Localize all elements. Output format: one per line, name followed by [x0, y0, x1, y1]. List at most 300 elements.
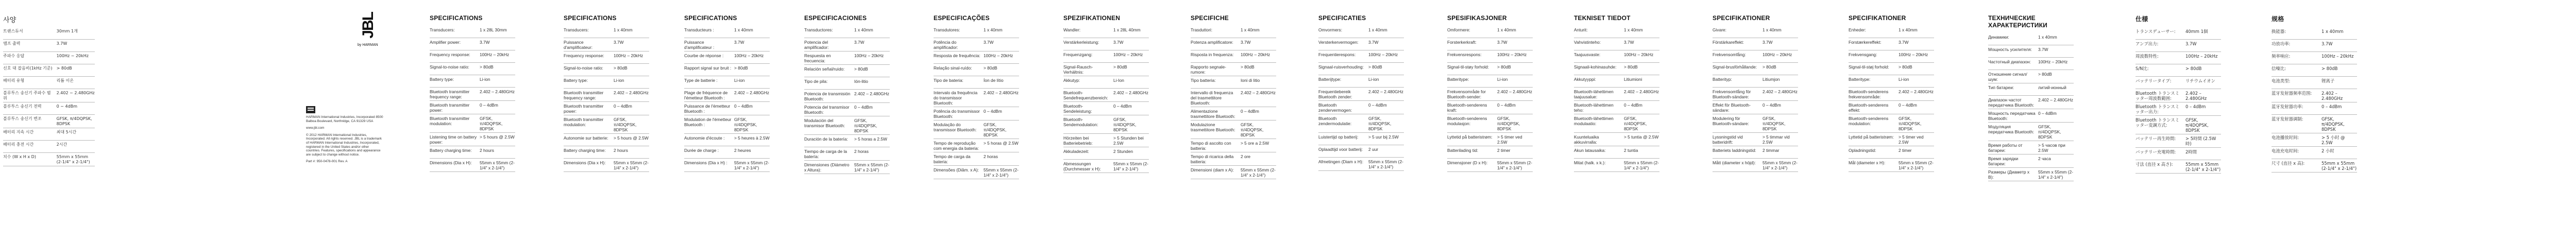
spec-label: 尺寸 (直径 x 高):: [2272, 161, 2305, 166]
spec-label: Время зарядки батареи:: [1988, 156, 2019, 166]
spec-value: 2 timer: [1497, 148, 1511, 153]
spec-label: Modulation de l'émetteur Bluetooth :: [684, 117, 732, 127]
spec-label: 电池播放时间:: [2272, 135, 2299, 140]
spec-label: Type de batterie :: [684, 78, 718, 83]
spec-row: [1318, 114, 1404, 133]
spec-row: [2272, 89, 2357, 102]
spec-value: 0 – 4dBm: [854, 105, 873, 110]
spec-label: Battery type:: [564, 78, 588, 83]
spec-row: [1063, 50, 1149, 63]
spec-row: [564, 76, 649, 89]
spec-value: 2.402 – 2.480GHz: [2038, 97, 2073, 102]
spec-label: 배터리 지속 시간: [3, 130, 34, 134]
spec-row: [1191, 63, 1276, 76]
spec-panel-norwegian: [1444, 0, 1536, 241]
spec-panel-japanese: [2132, 0, 2224, 241]
spec-value: 0 – 4dBm: [1762, 102, 1781, 108]
spec-label: Тип батареи:: [1988, 85, 2014, 90]
spec-title: 사양: [3, 16, 16, 24]
spec-row: [684, 38, 770, 51]
spec-label: 블루투스 송신기 변조: [3, 116, 42, 121]
spec-value: 1 x 40mm: [1240, 27, 1260, 32]
spec-row: [684, 102, 770, 115]
spec-title: ESPECIFICAÇÕES: [934, 14, 990, 22]
spec-value: 100Hz – 20kHz: [854, 53, 884, 58]
spec-label: Отношение сигнал/шум:: [1988, 72, 2027, 82]
spec-row: [1988, 45, 2074, 58]
spec-value: 리튬 이온: [56, 78, 74, 83]
spec-label: Bluetooth トランスミッター周波数範囲:: [2136, 91, 2179, 101]
spec-label: Tempo di ricarica della batteria:: [1191, 154, 1234, 164]
spec-row: [1713, 38, 1798, 50]
spec-value: 2 hours: [613, 148, 628, 153]
spec-value: 1 x 40mm: [734, 27, 753, 32]
spec-label: Mitat (halk. x k.):: [1574, 160, 1606, 165]
spec-row: [934, 51, 1019, 64]
spec-label: Frequency response:: [430, 52, 470, 57]
spec-value: > 5 horas @ 2.5W: [983, 141, 1019, 146]
spec-row: [1318, 145, 1404, 158]
spec-row: [2272, 77, 2357, 89]
copyright-notice: © 2012 HARMAN International Industries, Incorporated. All rights reserved. JBL is a trademark of HARMAN International Industries, Incorporated, registered in the United States and/or other countries. Features, specifications and appearance are subject to change without notice.: [306, 133, 382, 157]
spec-value: 55mm x 55mm (2-1/4" x 2-1/4"): [1113, 161, 1148, 171]
spec-row: [1574, 50, 1659, 63]
spec-row: [430, 159, 515, 172]
spec-label: S/N比:: [2136, 66, 2149, 71]
spec-row: [3, 102, 95, 115]
spec-label: Autonomie sur batterie:: [564, 135, 608, 141]
spec-value: 100Hz ~ 20kHz: [56, 54, 89, 58]
spec-panel-danish: [1845, 0, 1937, 241]
spec-value: GFSK, π/4DQPSK, 8DPSK: [983, 122, 1007, 137]
spec-label: Bluetooth zendervermogen:: [1318, 102, 1352, 113]
spec-row: [934, 107, 1019, 120]
spec-value: 2.402 – 2.480GHz: [734, 90, 769, 95]
spec-value: GFSK, π/4DQPSK, 8DPSK: [1623, 116, 1647, 131]
spec-value: 0 – 4dBm: [1240, 109, 1259, 114]
spec-row: [1574, 63, 1659, 75]
spec-row: [934, 89, 1019, 107]
spec-value: > 80dB: [734, 65, 748, 71]
spec-value: 0 – 4dBm: [613, 104, 632, 109]
spec-value: > 80dB: [1898, 64, 1912, 70]
spec-panel-chinese: [2268, 0, 2360, 241]
spec-label: Mål (diameter x H):: [1849, 160, 1886, 165]
spec-label: 신호 대 잡음비(1kHz 기준): [3, 66, 53, 71]
spec-row: [2136, 148, 2221, 160]
spec-value: GFSK, π/4DQPSK, 8DPSK: [479, 116, 503, 131]
spec-label: Transductores:: [804, 27, 833, 32]
spec-row: [1849, 114, 1934, 133]
spec-label: Verstärkerleistung:: [1063, 40, 1099, 45]
spec-row: [2136, 116, 2221, 134]
spec-value: 55mm x 55mm (2-1/4" x 2-1/4"): [983, 167, 1019, 178]
spec-value: Litiumjon: [1762, 77, 1780, 82]
spec-value: > 80dB: [1368, 64, 1382, 70]
spec-value: GFSK, π/4DQPSK, 8DPSK: [1368, 116, 1392, 131]
spec-row: [430, 133, 515, 146]
spec-label: Akkuladezeit:: [1063, 149, 1089, 154]
spec-row: [1191, 120, 1276, 139]
spec-label: 换能器:: [2272, 29, 2286, 34]
spec-value: 2.402 ~ 2.480GHz: [56, 91, 95, 95]
spec-value: 55mm x 55mm (2-1/4" x 2-1/4"): [613, 160, 649, 170]
spec-value: 1 x 40mm: [983, 27, 1003, 32]
spec-value: Li-ion: [1368, 77, 1379, 82]
spec-value: Ión-litio: [854, 79, 868, 84]
spec-value: > 5 hours @ 2.5W: [613, 135, 649, 141]
spec-label: Signal-brusförhållande:: [1713, 64, 1757, 70]
spec-label: Bluetooth-lähettimen teho:: [1574, 102, 1614, 113]
spec-label: Batteritype:: [1849, 77, 1871, 82]
spec-value: 1 x 40mm: [1497, 27, 1516, 32]
spec-label: Vahvistinteho:: [1574, 40, 1601, 45]
spec-row: [1191, 152, 1276, 166]
spec-label: Bluetooth transmitter modulation:: [564, 117, 604, 127]
spec-label: Puissance d'amplificateur:: [564, 40, 593, 50]
spec-row: [1713, 101, 1798, 114]
spec-row: [3, 40, 95, 52]
spec-row: [1318, 88, 1404, 101]
spec-row: [564, 51, 649, 64]
spec-row: [1988, 123, 2074, 141]
spec-panel-english: [427, 0, 518, 241]
spec-row: [430, 26, 515, 38]
spec-title: 仕様: [2136, 15, 2148, 23]
spec-value: GFSK, π/4DQPSK, 8DPSK: [1113, 117, 1137, 132]
spec-value: リチウムイオン: [2185, 78, 2215, 83]
spec-label: Amplifier power:: [430, 40, 461, 45]
spec-label: Transducteurs :: [684, 27, 714, 32]
spec-label: Signal-til-støj forhold:: [1849, 64, 1889, 70]
spec-label: Tempo di ascolto con batteria:: [1191, 141, 1231, 151]
spec-label: Battery type:: [430, 77, 454, 82]
spec-value: 1 x 40mm: [613, 27, 633, 32]
spec-value: 0 – 4dBm: [1898, 102, 1917, 108]
spec-value: Li-ion: [1497, 77, 1508, 82]
harman-legal-block: [306, 106, 383, 167]
spec-label: Intervalo da frequência do transmissor Bluetooth:: [934, 90, 978, 106]
spec-row: [684, 146, 770, 159]
spec-value: 55mm x 55mm (2-1/4" x 2-1/4"): [1368, 159, 1403, 169]
spec-row: [1849, 50, 1934, 63]
spec-panel-french: [681, 0, 773, 241]
spec-row: [2136, 77, 2221, 89]
spec-value: 2.402 – 2.480GHz: [1240, 90, 1276, 95]
spec-row: [1849, 101, 1934, 114]
spec-row: [934, 76, 1019, 89]
spec-label: 블루투스 송신기 주파수 범위: [3, 91, 51, 100]
spec-row: [2136, 40, 2221, 52]
spec-row: [1447, 146, 1533, 159]
spec-label: Frequenzgang:: [1063, 52, 1093, 57]
spec-row: [1447, 50, 1533, 63]
spec-row: [1849, 146, 1934, 159]
spec-label: Battery charging time:: [564, 148, 606, 153]
jbl-logo: [358, 12, 378, 57]
spec-row: [430, 50, 515, 63]
spec-row: [1713, 159, 1798, 172]
spec-row: [2136, 52, 2221, 64]
spec-value: > 80dB: [479, 64, 494, 70]
spec-row: [1063, 26, 1149, 38]
spec-label: Risposta in frequenza:: [1191, 52, 1234, 57]
spec-value: 0 – 4dBm: [1623, 102, 1642, 108]
spec-label: Bluetooth-Sendemodulation:: [1063, 117, 1098, 127]
spec-label: Förstärkareffekt:: [1713, 40, 1744, 45]
spec-label: Frequentiebereik Bluetooth zender:: [1318, 89, 1352, 99]
spec-row: [804, 90, 890, 103]
spec-row: [2136, 64, 2221, 77]
spec-value: 100Hz – 20kHz: [2185, 54, 2218, 59]
spec-label: トランスデューサー:: [2136, 29, 2176, 34]
spec-label: Potencia del transmisor Bluetooth:: [804, 105, 850, 115]
spec-label: Signal-Rausch-Verhältnis:: [1063, 64, 1093, 75]
spec-label: Bluetooth transmitter frequency range:: [564, 90, 604, 100]
spec-row: [1713, 63, 1798, 75]
spec-value: 100Hz – 20kHz: [983, 53, 1013, 58]
spec-row: [1574, 133, 1659, 146]
spec-row: [1713, 146, 1798, 159]
spec-row: [684, 115, 770, 134]
spec-label: Bluetooth-senderens frekvensområde:: [1849, 89, 1889, 99]
spec-value: > 5 tuntia @ 2.5W: [1623, 134, 1659, 140]
spec-value: 2 часа: [2038, 156, 2051, 161]
spec-value: Li-ion: [1898, 77, 1909, 82]
spec-row: [2136, 134, 2221, 148]
spec-value: > 5 uur bij 2.5W: [1368, 134, 1399, 140]
spec-value: 100Hz – 20kHz: [2321, 54, 2354, 59]
spec-label: Forstærkereffekt:: [1849, 40, 1882, 45]
spec-value: 3.7W: [1113, 40, 1124, 45]
spec-row: [934, 120, 1019, 139]
spec-value: 55mm x 55mm (2-1/4" x 2-1/4"): [2185, 162, 2221, 172]
spec-row: [804, 38, 890, 51]
spec-value: 1 x 40mm: [854, 27, 873, 32]
spec-value: 2 horas: [983, 154, 998, 159]
spec-label: Bluetooth-senderens modulasjon:: [1447, 116, 1487, 126]
spec-label: Modulazione trasmettitore Bluetooth:: [1191, 122, 1235, 132]
spec-row: [1849, 88, 1934, 101]
spec-label: Signal-til-støy forhold:: [1447, 64, 1489, 70]
spec-row: [1063, 63, 1149, 76]
spec-value: 100Hz – 20kHz: [1762, 52, 1792, 57]
spec-row: [1849, 63, 1934, 75]
spec-value: 2 uur: [1368, 147, 1379, 152]
spec-value: 100Hz – 20kHz: [1113, 52, 1143, 57]
spec-row: [684, 51, 770, 64]
spec-value: Íon de lítio: [983, 78, 1004, 83]
spec-value: Li-ion: [734, 78, 745, 83]
spec-row: [1318, 75, 1404, 88]
spec-row: [684, 134, 770, 146]
spec-label: Enheder:: [1849, 27, 1866, 32]
spec-label: 蓝牙发射器调制:: [2272, 116, 2303, 122]
spec-row: [2136, 160, 2221, 174]
spec-row: [1191, 89, 1276, 107]
spec-row: [1988, 83, 2074, 96]
spec-label: Bluetooth-lähettimen taajuusalue:: [1574, 89, 1614, 99]
website-link[interactable]: www.jbl.com: [306, 126, 325, 130]
spec-value: 2.402 – 2.480GHz: [2185, 91, 2207, 101]
spec-label: Размеры (Диаметр x В):: [1988, 169, 2030, 180]
spec-label: Dimensiones (Diámetro x Altura):: [804, 162, 850, 173]
spec-value: 锂离子: [2321, 78, 2335, 83]
spec-row: [1063, 38, 1149, 50]
spec-row: [804, 147, 890, 161]
spec-value: 3.7W: [479, 40, 490, 45]
spec-value: 3.7W: [1497, 40, 1507, 45]
spec-label: 功放功率:: [2272, 41, 2291, 46]
part-number: Part #: 950-0478-001 Rev. A: [306, 160, 348, 164]
spec-value: 2 horas: [854, 149, 869, 154]
spec-label: Frequentierespons:: [1318, 52, 1356, 57]
spec-value: 100Hz – 20kHz: [1240, 52, 1270, 57]
spec-row: [804, 51, 890, 65]
spec-panel-swedish: [1709, 0, 1801, 241]
harman-logo-icon: [306, 106, 315, 113]
spec-value: 2.402 – 2.480GHz: [1898, 89, 1934, 94]
spec-label: Resposta de frequência:: [934, 53, 980, 58]
spec-label: Opladningstid:: [1849, 148, 1876, 153]
spec-label: Tipo de pila:: [804, 79, 828, 84]
spec-label: Autonomie d'écoute :: [684, 135, 725, 141]
spec-label: Puissance d'amplificateur :: [684, 40, 715, 50]
spec-label: Battery charging time:: [430, 148, 472, 153]
spec-label: Bluetooth-Sendefrequenzbereich:: [1063, 90, 1108, 100]
spec-label: Frekvensgang:: [1849, 52, 1877, 57]
spec-row: [1063, 115, 1149, 134]
spec-row: [1447, 75, 1533, 88]
spec-row: [2272, 159, 2357, 173]
spec-label: Bluetooth transmitter power:: [430, 102, 470, 113]
spec-label: Effekt för Bluetooth-sändare:: [1713, 102, 1751, 113]
spec-row: [564, 115, 649, 134]
spec-value: 2 timer: [1898, 148, 1912, 153]
spec-label: Forsterkerkraft:: [1447, 40, 1477, 45]
spec-value: 0 – 4dBm: [1368, 102, 1387, 108]
spec-label: Rapport signal sur bruit :: [684, 65, 732, 71]
spec-label: Диапазон частот передатчика Bluetooth:: [1988, 97, 2035, 108]
spec-value: 30mm 1개: [56, 29, 78, 33]
spec-value: 3.7W: [2038, 47, 2048, 52]
spec-label: Signaal-ruisverhouding:: [1318, 64, 1364, 70]
spec-row: [1063, 147, 1149, 160]
spec-label: Abmessungen (Durchmesser x H):: [1063, 161, 1101, 171]
spec-value: 2 timmar: [1762, 148, 1780, 153]
spec-label: Frekvensomfång för Bluetooth-sändare:: [1713, 89, 1751, 99]
spec-value: > 5 часов при 2.5W: [2038, 143, 2065, 153]
spec-value: > 5 timmar vid 2.5W: [1762, 134, 1790, 145]
spec-row: [804, 103, 890, 116]
spec-row: [804, 26, 890, 38]
spec-row: [1713, 88, 1798, 101]
spec-value: 55mm x 55mm (2-1/4" x 2-1/4"): [2321, 161, 2357, 171]
spec-label: Batteritype:: [1447, 77, 1469, 82]
spec-row: [2136, 27, 2221, 40]
spec-label: Respuesta en frecuencia:: [804, 53, 831, 63]
spec-value: 3.7W: [2321, 41, 2333, 46]
spec-row: [1713, 26, 1798, 38]
spec-label: Tipo batteria:: [1191, 78, 1216, 83]
spec-value: Li-ion: [479, 77, 490, 82]
spec-value: GFSK, π/4DQPSK, 8DPSK: [1762, 116, 1786, 131]
spec-title: ТЕХНИЧЕСКИЕ ХАРАКТЕРИСТИКИ: [1988, 14, 2047, 29]
spec-value: GFSK, π/4DQPSK, 8DPSK: [2038, 124, 2061, 140]
spec-row: [1318, 38, 1404, 50]
spec-row: [1574, 159, 1659, 172]
spec-label: Dimensions (Dia x H):: [430, 160, 472, 165]
spec-value: > 80dB: [1623, 64, 1638, 70]
spec-label: 트랜스듀서: [3, 29, 23, 33]
harman-address: HARMAN International Industries, Incorporated 8500 Balboa Boulevard, Northridge, CA 91329 USA: [306, 115, 383, 123]
spec-label: 信噪比:: [2272, 66, 2286, 71]
spec-label: Bluetooth-senderens effekt:: [1849, 102, 1889, 113]
jbl-logo-text: JBL: [360, 12, 377, 39]
spec-label: 电池充电时间:: [2272, 148, 2299, 153]
spec-value: 3.7W: [2185, 41, 2197, 46]
spec-row: [804, 116, 890, 135]
spec-value: 55mm x 55mm (2-1/4" x 2-1/4"): [1497, 160, 1532, 170]
spec-title: SPESIFIKASJONER: [1447, 14, 1507, 22]
spec-value: 1 x 28L 30mm: [479, 27, 507, 32]
spec-value: GFSK, π/4DQPSK, 8DPSK: [2321, 116, 2345, 132]
spec-row: [1318, 158, 1404, 171]
spec-value: > 80dB: [1240, 64, 1255, 70]
spec-value: > 80dB: [613, 65, 628, 71]
spec-title: SPECIFICATIONS: [684, 14, 737, 22]
spec-label: Frekvensrespons:: [1447, 52, 1482, 57]
spec-row: [1988, 154, 2074, 168]
spec-row: [564, 89, 649, 102]
spec-value: 2 ore: [1240, 154, 1251, 159]
spec-value: 1 x 40mm: [2321, 29, 2344, 34]
spec-value: 55mm x 55mm (2-1/4" x 2-1/4"): [854, 162, 889, 173]
spec-row: [564, 64, 649, 76]
spec-value: 55mm x 55mm (2-1/4" x 2-1/4"): [734, 160, 769, 170]
spec-row: [1447, 159, 1533, 172]
spec-value: > 80dB: [854, 66, 868, 72]
spec-value: 100Hz – 20kHz: [1368, 52, 1398, 57]
spec-row: [1713, 75, 1798, 88]
spec-label: 周波数特性:: [2136, 54, 2159, 59]
spec-row: [804, 135, 890, 147]
spec-label: 치수 (W x H x D): [3, 154, 36, 159]
spec-value: 3.7W: [56, 41, 67, 46]
spec-label: Lyssningstid vid batteridrift:: [1713, 134, 1743, 145]
spec-label: Potenza amplificatore:: [1191, 40, 1233, 45]
spec-row: [1988, 58, 2074, 70]
spec-row: [1063, 134, 1149, 147]
spec-label: バッテリー再生時間:: [2136, 136, 2176, 141]
spec-value: литий-ионный: [2038, 85, 2066, 90]
spec-row: [1191, 139, 1276, 152]
spec-label: Givare:: [1713, 27, 1726, 32]
spec-row: [564, 26, 649, 38]
spec-value: 2.402 – 2.480GHz: [1113, 90, 1148, 95]
spec-value: GFSK, π/4DQPSK, 8DPSK: [56, 116, 92, 126]
spec-row: [2272, 147, 2357, 159]
spec-label: Luistertijd op batterij:: [1318, 134, 1359, 140]
spec-value: > 80dB: [1113, 64, 1127, 70]
spec-label: Puissance de l'émetteur Bluetooth :: [684, 104, 731, 114]
spec-value: 2시간: [56, 142, 67, 147]
spec-value: 2.402 – 2.480GHz: [479, 89, 515, 94]
spec-row: [1191, 50, 1276, 63]
spec-value: 1 x 40mm: [1623, 27, 1643, 32]
spec-value: 최대 5시간: [56, 130, 77, 134]
spec-label: Taajuusvaste:: [1574, 52, 1601, 57]
